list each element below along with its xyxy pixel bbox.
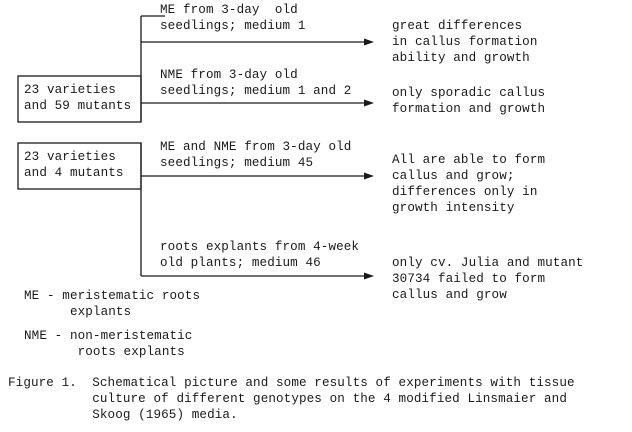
branch-3-result-line-4: growth intensity <box>392 201 515 215</box>
branch-3-label-line-1: ME and NME from 3-day old <box>160 140 352 154</box>
branch-4-result-line-3: callus and grow <box>392 288 507 302</box>
box-1-label-line-1: 23 varieties <box>24 83 116 97</box>
caption-line-2: culture of different genotypes on the 4 modified Linsmaier and <box>8 392 567 406</box>
box-2-label-line-1: 23 varieties <box>24 150 116 164</box>
branch-3-arrowhead <box>364 173 374 180</box>
branch-1-label-line-1: ME from 3-day old <box>160 3 298 17</box>
branch-4-result-line-2: 30734 failed to form <box>392 272 546 286</box>
legend-me-line-2: explants <box>24 305 132 319</box>
branch-3-result-line-1: All are able to form <box>392 153 546 167</box>
branch-2-label-line-1: NME from 3-day old <box>160 68 298 82</box>
branch-3-result-line-3: differences only in <box>392 185 538 199</box>
branch-4-label-line-2: old plants; medium 46 <box>160 256 321 270</box>
caption-line-1: Figure 1. Schematical picture and some results of experiments with tissue <box>8 376 575 390</box>
branch-4-arrowhead <box>364 273 374 280</box>
branch-1-arrowhead <box>364 39 374 46</box>
branch-2-result-line-2: formation and growth <box>392 102 546 116</box>
branch-2-result-line-1: only sporadic callus <box>392 86 546 100</box>
branch-2-arrowhead <box>364 100 374 107</box>
branch-3-label-line-2: seedlings; medium 45 <box>160 156 314 170</box>
legend-nme-line-1: NME - non-meristematic <box>24 329 193 343</box>
branch-1-result-line-3: ability and growth <box>392 51 530 65</box>
legend-nme-line-2: roots explants <box>24 345 185 359</box>
branch-4-label-line-1: roots explants from 4-week <box>160 240 360 254</box>
legend-me-line-1: ME - meristematic roots <box>24 289 201 303</box>
branch-4-result-line-1: only cv. Julia and mutant <box>392 256 584 270</box>
branch-2-label-line-2: seedlings; medium 1 and 2 <box>160 84 352 98</box>
box-2-label-line-2: and 4 mutants <box>24 166 124 180</box>
box-1-label-line-2: and 59 mutants <box>24 99 132 113</box>
branch-1-result-line-2: in callus formation <box>392 35 538 49</box>
branch-1-result-line-1: great differences <box>392 19 523 33</box>
branch-3-result-line-2: callus and grow; <box>392 169 515 183</box>
branch-1-label-line-2: seedlings; medium 1 <box>160 19 306 33</box>
caption-line-3: Skoog (1965) media. <box>8 408 238 422</box>
